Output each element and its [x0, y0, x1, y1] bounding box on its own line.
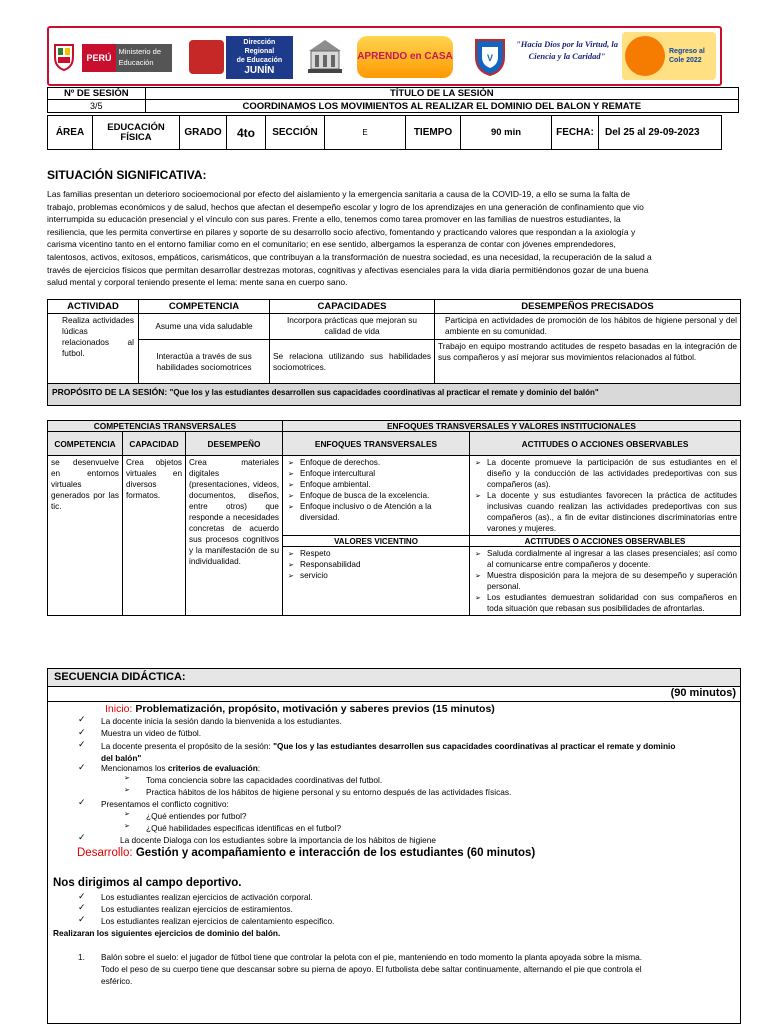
capacidad-header: CAPACIDAD: [123, 432, 186, 456]
capacidad-cell: Se relaciona utilizando sus habilidades sociomotrices.: [270, 340, 435, 384]
actitud-item: ➢ La docente y sus estudiantes favorecen la práctica de actitudes inclusivas cuando realizan las actividades predeportivas con sus compañeros (as)., a fin de evitar distinciones discriminatorias entre varones y mujeres.: [487, 490, 737, 534]
inicio-label: Inicio:: [105, 703, 133, 715]
situacion-line: través de ejercicios físicos que permitan desarrollar destrezas motoras, cognitivas y afectivas esenciales para la vida diaria permitiéndonos gozar de una buena: [47, 264, 649, 275]
desarrollo-heading: [77, 847, 535, 859]
proposito-quote-end: del balón": [101, 753, 142, 763]
check-icon: ✓: [78, 914, 86, 924]
capacidad-cell: Incorpora prácticas que mejoran su calidad de vida: [270, 314, 435, 340]
dialoga-line: La docente Dialoga con los estudiantes sobre la importancia de los hábitos de higiene: [120, 835, 436, 845]
fecha-label: FECHA:: [552, 116, 599, 150]
valor-item: ➢ Respeto: [300, 548, 466, 559]
secuencia-section: [47, 668, 741, 1024]
valores-list-cell: [283, 547, 470, 616]
enfoque-item: ➢ Enfoque de derechos.: [300, 457, 466, 468]
enfoque-item: ➢ Enfoque ambiental.: [300, 479, 466, 490]
ejercicio-line: esférico.: [101, 976, 133, 986]
actitudes-header: ACTITUDES O ACCIONES OBSERVABLES: [470, 432, 741, 456]
realizan-line: Realizaran los siguientes ejercicios de dominio del balón.: [53, 928, 281, 938]
fecha-value: Del 25 al 29-09-2023: [599, 116, 722, 150]
pregunta-item: ¿Qué entiendes por futbol?: [146, 811, 247, 821]
actitud-item: ➢ La docente promueve la participación de sus estudiantes en el diseño y la conducción de las actividades predeportivas con sus compañeros (as).: [487, 457, 737, 490]
area-label: ÁREA: [48, 116, 93, 150]
campo-heading: Nos dirigimos al campo deportivo.: [53, 877, 242, 889]
pregunta-item: ¿Qué habilidades especificas identificas en el futbol?: [146, 823, 342, 833]
ejercicio-line: Todo el peso de su cuerpo tiene que descansar sobre su pierna de apoyo. El futbolista debe saltar continuamente, alternando el pie que controla el: [101, 964, 642, 974]
situacion-line: salud mental y corporal teniendo presente el lema: mente sana en cuerpo sano.: [47, 277, 348, 288]
tiempo-label: TIEMPO: [406, 116, 461, 150]
peru-shield-icon: [51, 42, 77, 72]
competencia-header: COMPETENCIA: [48, 432, 123, 456]
desempeno-cell: Participa en actividades de promoción de los hábitos de higiene personal y del ambiente en su comunidad.: [435, 314, 741, 340]
criterios-suffix: :: [257, 763, 261, 773]
proposito-label: PROPÓSITO DE LA SESIÓN:: [52, 387, 168, 397]
competencia-cell: Interactúa a través de sus habilidades sociomotrices: [139, 340, 270, 384]
desarrollo-text: Gestión y acompañamiento e interacción de los estudiantes (60 minutos): [135, 847, 536, 859]
competencia-cell: Asume una vida saludable: [139, 314, 270, 340]
check-icon: ✓: [78, 832, 86, 842]
svg-text:V: V: [486, 53, 494, 63]
inicio-text: Problematización, propósito, motivación y saberes previos (15 minutos): [135, 703, 495, 715]
enfoque-item: ➢ Enfoque inclusivo o de Atención a la diversidad.: [300, 501, 466, 523]
actitud-item: ➢ Los estudiantes demuestran solidaridad con sus compañeros en toda situación que rebasan sus posibilidades de afrontarlas.: [487, 592, 737, 614]
inicio-heading: [105, 703, 495, 715]
actitud-item: ➢ Muestra disposición para la mejora de su desempeño y superación personal.: [487, 570, 737, 592]
check-icon: ✓: [78, 902, 86, 912]
situacion-line: talentosos, activos, exitosos, empáticos, carismáticos, que contribuyan a la transformación de nuestra sociedad, es una necesidad, la recuperación de la salud a: [47, 251, 652, 262]
school-building-icon: [303, 36, 347, 78]
transversales-table: [47, 420, 741, 616]
check-icon: ✓: [78, 891, 86, 901]
actitudes-list-cell: [470, 456, 741, 536]
enfoques-list-cell: [283, 456, 470, 536]
session-details-table: [47, 115, 722, 150]
drej-mark-icon: [189, 40, 224, 74]
actitudes2-list-cell: [470, 547, 741, 616]
competencias-transversales-title: COMPETENCIAS TRANSVERSALES: [48, 421, 283, 432]
arrow-bullet-icon: ➢: [124, 775, 130, 782]
competencia-transversal: se desenvuelve en entornos virtuales generados por las tic.: [48, 456, 123, 616]
situacion-line: resiliencia, que les permita convertirse en pilares y soporte de su desarrollo socio afectivo, fomentando y practicando valores que respondan a la axiología y: [47, 226, 636, 237]
actitud-item: ➢ Saluda cordialmente al ingresar a las clases presenciales; así como al comunicarse entre compañeros y docente.: [487, 548, 737, 570]
check-icon: ✓: [78, 739, 86, 749]
session-info-table: [47, 87, 739, 113]
campo-item: Los estudiantes realizan ejercicios de calentamiento especifico.: [101, 916, 335, 926]
situacion-line: Las familias presentan un deterioro socioemocional por efecto del aislamiento y la emergencia sanitaria a causa de la COVID-19, a ello se suma la falta de: [47, 189, 631, 199]
arrow-bullet-icon: ➢: [124, 823, 130, 830]
seccion-value: E: [325, 116, 406, 150]
enfoque-item: ➢ Enfoque de busca de la excelencia.: [300, 490, 466, 501]
drej-logo: Dirección Regional de Educación JUNÍN: [189, 38, 293, 76]
proposito-quote: "Que los y las estudiantes desarrollen sus capacidades coordinativas al practicar el remate y dominio: [273, 741, 676, 751]
desempeno-header: DESEMPEÑO: [186, 432, 283, 456]
aprendo-en-casa-logo: APRENDO en CASA: [355, 34, 455, 80]
criterios-line: [101, 763, 260, 773]
header-banner: [47, 26, 722, 86]
situacion-paragraph: [47, 188, 720, 289]
desempeno-cell: Trabajo en equipo mostrando actitudes de respeto basadas en la integración de sus compañeros y así mejorar sus movimientos relacionados al fútbol.: [435, 340, 741, 384]
inicio-item: La docente inicia la sesión dando la bienvenida a los estudiantes.: [101, 716, 342, 726]
col-competencia: COMPETENCIA: [139, 300, 270, 314]
area-value: EDUCACIÓN FÍSICA: [93, 116, 180, 150]
ejercicio-number: 1.: [78, 952, 85, 962]
seccion-label: SECCIÓN: [266, 116, 325, 150]
col-capacidades: CAPACIDADES: [270, 300, 435, 314]
valores-header: VALORES VICENTINO: [283, 536, 470, 547]
session-number-label: Nº DE SESIÓN: [48, 88, 146, 100]
tiempo-value: 90 min: [461, 116, 552, 150]
proposito-text: "Que los y las estudiantes desarrollen sus capacidades coordinativas al practicar el remate y dominio del balón": [169, 388, 599, 397]
situacion-line: trabajo, problemas económicos y de salud, hechos que afectan el desempeño escolar y logro de los aprendizajes en una generación de confinamiento que vio: [47, 201, 644, 212]
actitudes-header-2: ACTITUDES O ACCIONES OBSERVABLES: [470, 536, 741, 547]
criterios-bold: criterios de evaluación: [167, 763, 258, 773]
campo-item: Los estudiantes realizan ejercicios de estiramientos.: [101, 904, 293, 914]
grado-label: GRADO: [180, 116, 227, 150]
valor-item: ➢ servicio: [300, 570, 466, 581]
enfoque-item: ➢ Enfoque intercultural: [300, 468, 466, 479]
secuencia-duration: (90 minutos): [670, 687, 736, 699]
arrow-bullet-icon: ➢: [124, 787, 130, 794]
inicio-item: Muestra un video de fútbol.: [101, 728, 202, 738]
valor-item: ➢ Responsabilidad: [300, 559, 466, 570]
situacion-title: SITUACIÓN SIGNIFICATIVA:: [47, 168, 207, 182]
enfoques-title: ENFOQUES TRANSVERSALES Y VALORES INSTITUCIONALES: [283, 421, 741, 432]
duration-row: [48, 686, 740, 702]
competencias-table: [47, 299, 741, 406]
actividad-cell: Realiza actividades lúdicas relacionados al futbol.: [48, 314, 139, 384]
school-motto: "Hacia Dios por la Virtud, la Ciencia y la Caridad": [515, 39, 618, 61]
secuencia-header: [48, 669, 740, 687]
col-desempenos: DESEMPEÑOS PRECISADOS: [435, 300, 741, 314]
inicio-item: La docente presenta el propósito de la sesión:: [101, 741, 274, 751]
session-title: COORDINAMOS LOS MOVIMIENTOS AL REALIZAR EL DOMINIO DEL BALON Y REMATE: [145, 100, 738, 113]
criterio-item: Practica hábitos de los hábitos de higiene personal y su entorno después de las actividades físicas.: [146, 787, 512, 797]
situacion-line: interrumpida su educación presencial y el vínculo con sus pares. Frente a ello, tenemos como tarea promover en las familias de nuestros estudiantes, la: [47, 214, 621, 225]
capacidad-transversal: Crea objetos virtuales en diversos formatos.: [123, 456, 186, 616]
inicio-item-proposito: [101, 741, 675, 751]
conflicto-line: Presentamos el conflicto cognitivo:: [101, 799, 229, 809]
check-icon: ✓: [78, 797, 86, 807]
criterio-item: Toma conciencia sobre las capacidades coordinativas del futbol.: [146, 775, 383, 785]
ministerio-logo: PERÚ Ministerio de Educación: [81, 42, 173, 74]
situacion-line: carisma vicentino tanto en el entorno familiar como en el comunitario; en ese sentido, albergamos la esperanza de contar con jóvenes emprendedores,: [47, 239, 616, 250]
session-number: 3/5: [48, 100, 146, 113]
check-icon: ✓: [78, 727, 86, 737]
ejercicio-line: Balón sobre el suelo: el jugador de fútbol tiene que controlar la pelota con el pie, manteniendo en todo momento la planta apoyada sobre la misma.: [101, 952, 643, 962]
desempeno-transversal: Crea materiales digitales (presentaciones, videos, documentos, diseños, entre otros) que responde a necesidades concretas de acuerdo sus procesos cognitivos y la manifestación de su individualidad.: [186, 456, 283, 616]
check-icon: ✓: [78, 762, 86, 772]
proposito-row: [48, 384, 741, 406]
campo-item: Los estudiantes realizan ejercicios de activación corporal.: [101, 892, 313, 902]
school-crest-icon: [471, 36, 509, 78]
enfoques-header: ENFOQUES TRANSVERSALES: [283, 432, 470, 456]
check-icon: ✓: [78, 714, 86, 724]
secuencia-title: SECUENCIA DIDÁCTICA:: [54, 671, 186, 683]
regreso-al-cole-logo: Regreso al Cole 2022: [621, 31, 717, 81]
grado-value: 4to: [227, 116, 266, 150]
session-title-label: TÍTULO DE LA SESIÓN: [145, 88, 738, 100]
criterios-prefix: Mencionamos los: [101, 763, 168, 773]
sun-icon: [625, 36, 665, 76]
desarrollo-label: Desarrollo:: [77, 847, 133, 859]
col-actividad: ACTIVIDAD: [48, 300, 139, 314]
arrow-bullet-icon: ➢: [124, 811, 130, 818]
